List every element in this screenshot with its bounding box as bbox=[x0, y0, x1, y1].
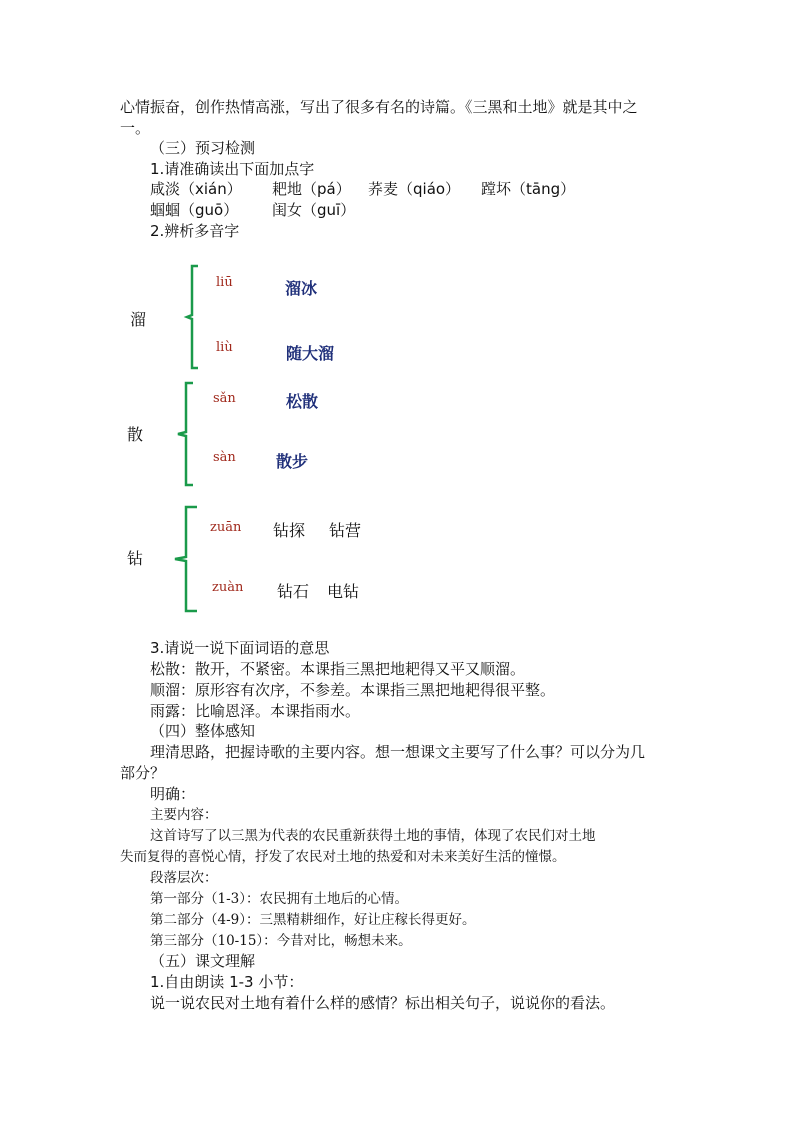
pronunciation-item: 荞麦（qiáo） bbox=[368, 180, 461, 198]
example-word: 散步 bbox=[276, 452, 309, 471]
example-word: 钻营 bbox=[329, 521, 362, 540]
part-item: 第二部分（4-9）：三黑精耕细作，好让庄稼长得更好。 bbox=[150, 912, 476, 928]
pronunciation-item: 蝈蝈（guō） bbox=[150, 201, 239, 219]
pinyin: liù bbox=[216, 340, 233, 355]
question-5-1: 1.自由朗读 1-3 小节： bbox=[150, 973, 304, 991]
pronunciation-item: 蹚坏（tāng） bbox=[481, 180, 576, 198]
prompt-line-2: 部分？ bbox=[120, 764, 166, 782]
word-meaning: 雨露：比喻恩泽。本课指雨水。 bbox=[150, 702, 361, 720]
polyphone-char: 散 bbox=[127, 425, 144, 444]
pronunciation-item: 耙地（pá） bbox=[272, 180, 351, 198]
polyphone-char: 钻 bbox=[127, 549, 144, 568]
example-word: 钻探 bbox=[273, 521, 306, 540]
word-meaning: 松散：散开，不紧密。本课指三黑把地耙得又平又顺溜。 bbox=[150, 660, 526, 678]
example-word: 溜冰 bbox=[285, 279, 318, 298]
prompt-line-1: 理清思路，把握诗歌的主要内容。想一想课文主要写了什么事？可以分为几 bbox=[150, 743, 646, 761]
pronunciation-item: 闺女（guī） bbox=[272, 201, 356, 219]
content-line-2: 失而复得的喜悦心情，抒发了农民对土地的热爱和对未来美好生活的憧憬。 bbox=[120, 849, 566, 865]
question-3: 3.请说一说下面词语的意思 bbox=[150, 639, 330, 657]
intro-line-2: 一。 bbox=[120, 119, 151, 137]
content-label: 主要内容： bbox=[150, 807, 218, 823]
section-4-heading: （四）整体感知 bbox=[150, 722, 256, 740]
pinyin: zuàn bbox=[212, 580, 244, 595]
brace-icon bbox=[186, 264, 200, 370]
section-5-heading: （五）课文理解 bbox=[150, 952, 256, 970]
pronunciation-item: 咸淡（xián） bbox=[150, 180, 242, 198]
pinyin: sǎn bbox=[213, 391, 236, 406]
brace-icon bbox=[177, 381, 195, 487]
question-5-1-prompt: 说一说农民对土地有着什么样的感情？标出相关句子，说说你的看法。 bbox=[150, 994, 616, 1012]
intro-line-1: 心情振奋，创作热情高涨，写出了很多有名的诗篇。《三黑和土地》就是其中之 bbox=[120, 98, 638, 116]
pinyin: sàn bbox=[213, 450, 236, 465]
question-1: 1.请准确读出下面加点字 bbox=[150, 160, 315, 178]
polyphone-char: 溜 bbox=[130, 310, 147, 329]
part-item: 第三部分（10-15）：今昔对比，畅想未来。 bbox=[150, 933, 412, 949]
example-word: 松散 bbox=[286, 392, 319, 411]
word-meaning: 顺溜：原形容有次序，不参差。本课指三黑把地耙得很平整。 bbox=[150, 681, 556, 699]
answer-label: 明确： bbox=[150, 785, 196, 803]
brace-icon bbox=[174, 505, 199, 613]
pinyin: liū bbox=[216, 275, 233, 290]
section-3-heading: （三）预习检测 bbox=[150, 139, 256, 157]
content-line-1: 这首诗写了以三黑为代表的农民重新获得土地的事情，体现了农民们对土地 bbox=[150, 828, 596, 844]
question-2: 2.辨析多音字 bbox=[150, 222, 240, 240]
pinyin: zuān bbox=[210, 520, 242, 535]
structure-label: 段落层次： bbox=[150, 870, 218, 886]
example-word: 钻石 bbox=[277, 582, 310, 601]
example-word: 电钻 bbox=[327, 582, 360, 601]
example-word: 随大溜 bbox=[286, 344, 335, 363]
part-item: 第一部分（1-3）：农民拥有土地后的心情。 bbox=[150, 891, 408, 907]
